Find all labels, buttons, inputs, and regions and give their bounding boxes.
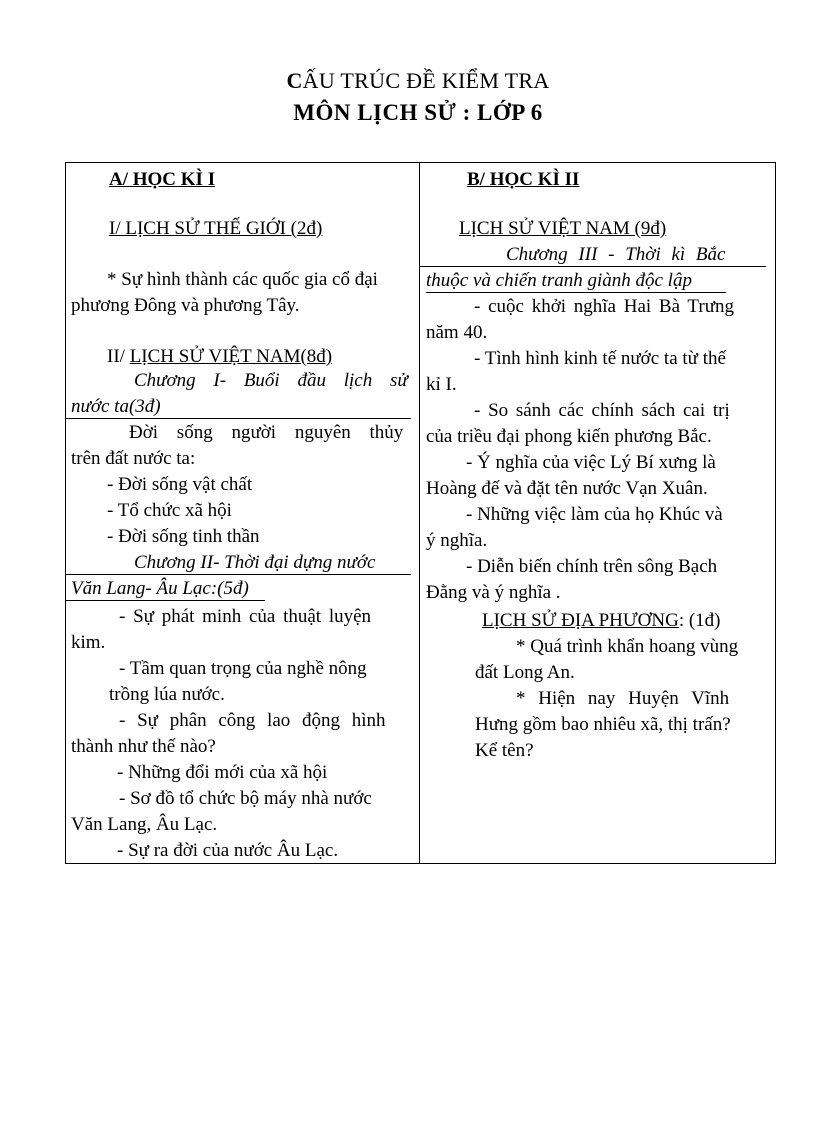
item-hai-ba-trung-line1: - cuộc khởi nghĩa Hai Bà Trưng: [474, 296, 734, 317]
item-metallurgy-line1: - Sự phát minh của thuật luyện: [119, 606, 372, 627]
local-history-title: [482, 608, 769, 634]
item-agriculture-line1: - Tầm quan trọng của nghề nông: [119, 658, 367, 679]
item-economy-line1: - Tình hình kinh tế nước ta từ thế: [474, 348, 726, 369]
item-economy-line2: kỉ I.: [426, 374, 457, 395]
chapter-2-line2: Văn Lang- Âu Lạc:(5đ): [71, 578, 249, 599]
item-social-changes: - Những đổi mới của xã hội: [117, 762, 328, 783]
world-history-title: I/ LỊCH SỬ THẾ GIỚI (2đ): [109, 218, 323, 239]
item-metallurgy-line2: kim.: [71, 632, 106, 653]
vn-history-prefix: II/: [107, 346, 130, 367]
primitive-life-line1: Đời sống người nguyên thủy: [129, 422, 404, 443]
title-rest: ẤU TRÚC ĐỀ KIỂM TRA: [302, 68, 550, 93]
item-long-an-line2: đất Long An.: [475, 662, 575, 683]
vn-history-title: [107, 344, 412, 370]
primitive-life-line2: trên đất nước ta:: [71, 448, 196, 469]
item-bach-dang-line2: Đằng và ý nghĩa .: [426, 582, 561, 603]
semester-1-heading: A/ HỌC KÌ I: [109, 169, 216, 190]
item-bach-dang-line1: - Diễn biến chính trên sông Bạch: [466, 556, 718, 577]
document-subtitle: MÔN LỊCH SỬ : LỚP 6: [293, 100, 543, 125]
chapter-3-underline-1: [420, 266, 766, 267]
local-history-score: : (1đ): [678, 610, 721, 631]
chapter-3-line1: Chương III - Thời kì Bắc: [506, 244, 726, 265]
item-agriculture-line2: trồng lúa nước.: [109, 684, 225, 705]
column-divider: [419, 162, 420, 864]
document-title: [0, 68, 816, 94]
item-policies-line1: - So sánh các chính sách cai trị: [474, 400, 730, 421]
chapter-2-line1: Chương II- Thời đại dựng nước: [134, 552, 376, 573]
vn-history-label: LỊCH SỬ VIỆT NAM(8đ): [129, 346, 333, 367]
chapter-1-line1: Chương I- Buổi đầu lịch sử: [134, 370, 408, 391]
bullet-material-life: - Đời sống vật chất: [107, 474, 253, 495]
item-vinh-hung-line2: Hưng gồm bao nhiêu xã, thị trấn?: [475, 714, 731, 735]
item-au-lac-birth: - Sự ra đời của nước Âu Lạc.: [117, 840, 339, 861]
item-state-structure-line2: Văn Lang, Âu Lạc.: [71, 814, 218, 835]
semester-2-heading: B/ HỌC KÌ II: [467, 169, 580, 190]
chapter-3-line2: thuộc và chiến tranh giành độc lập: [426, 270, 692, 291]
title-first-letter: C: [286, 68, 303, 93]
chapter-1-underline: [65, 418, 411, 419]
item-vinh-hung-line3: Kể tên?: [475, 740, 534, 761]
world-history-item-line1: * Sự hình thành các quốc gia cổ đại: [107, 269, 378, 290]
bullet-social-organization: - Tổ chức xã hội: [107, 500, 232, 521]
world-history-item-line2: phương Đông và phương Tây.: [71, 295, 300, 316]
vn-history-title-2: LỊCH SỬ VIỆT NAM (9đ): [459, 218, 667, 239]
item-khuc-family-line2: ý nghĩa.: [426, 530, 488, 551]
chapter-1-line2: nước ta(3đ): [71, 396, 161, 417]
chapter-2-underline-2: [65, 600, 265, 601]
item-vinh-hung-line1: * Hiện nay Huyện Vĩnh: [516, 688, 730, 709]
item-ly-bi-line1: - Ý nghĩa của việc Lý Bí xưng là: [466, 452, 716, 473]
item-state-structure-line1: - Sơ đồ tổ chức bộ máy nhà nước: [119, 788, 372, 809]
item-hai-ba-trung-line2: năm 40.: [426, 322, 488, 343]
chapter-2-underline-1: [65, 574, 411, 575]
item-labor-division-line1: - Sự phân công lao động hình: [119, 710, 386, 731]
item-ly-bi-line2: Hoàng đế và đặt tên nước Vạn Xuân.: [426, 478, 708, 499]
item-khuc-family-line1: - Những việc làm của họ Khúc và: [466, 504, 723, 525]
item-policies-line2: của triều đại phong kiến phương Bắc.: [426, 426, 712, 447]
item-long-an-line1: * Quá trình khẩn hoang vùng: [516, 636, 739, 657]
chapter-3-underline-2: [426, 292, 726, 293]
item-labor-division-line2: thành như thế nào?: [71, 736, 216, 757]
local-history-label: LỊCH SỬ ĐỊA PHƯƠNG: [482, 610, 679, 631]
bullet-spiritual-life: - Đời sống tinh thần: [107, 526, 260, 547]
